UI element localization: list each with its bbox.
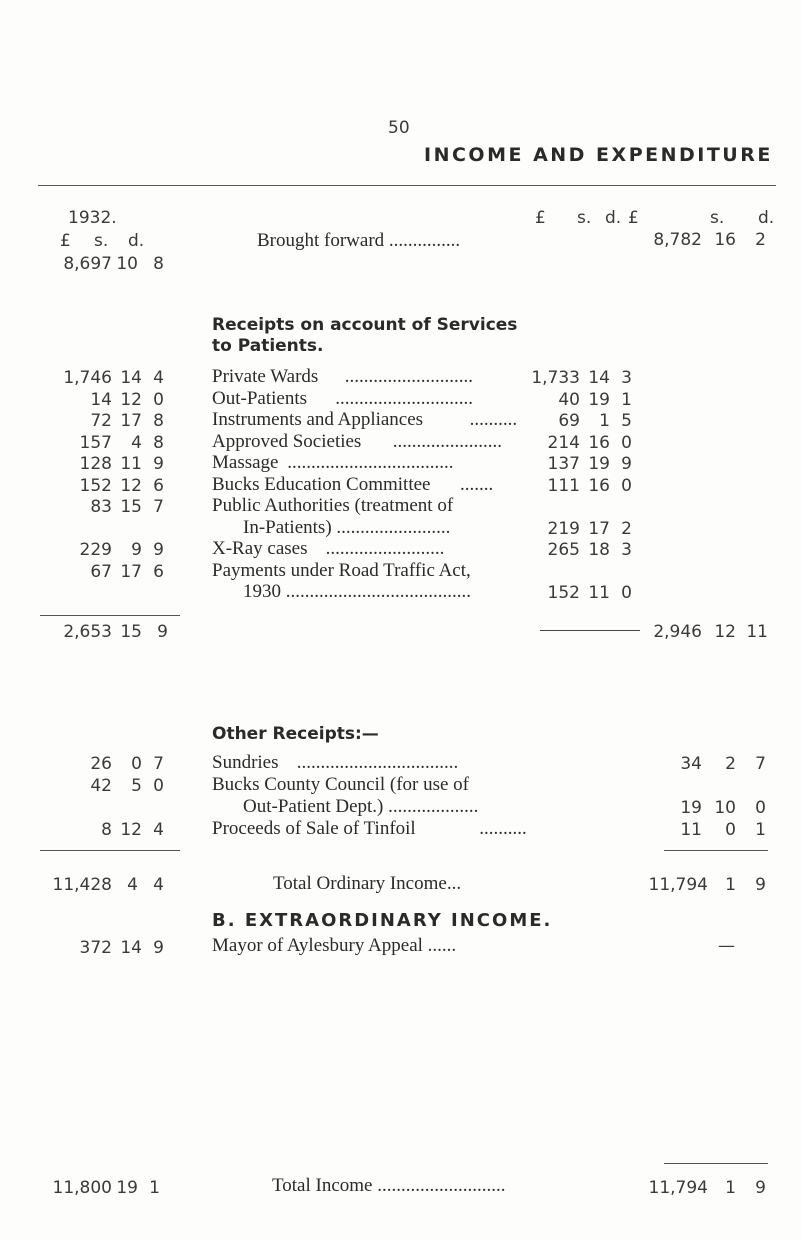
other-dots: .................................. bbox=[296, 752, 459, 773]
bf-prev-pounds: 8,697 bbox=[63, 254, 112, 274]
services-subtotal-shillings: 12 bbox=[714, 622, 736, 642]
ordinary-prev-pence: 4 bbox=[153, 875, 164, 895]
row-prev-shillings: 15 bbox=[120, 497, 142, 517]
ordinary-pence: 9 bbox=[755, 875, 766, 895]
other-prev-shillings: 12 bbox=[120, 820, 142, 840]
row-prev-pounds: 1,746 bbox=[63, 368, 112, 388]
other-prev-pounds: 26 bbox=[90, 754, 112, 774]
total-shillings: 1 bbox=[725, 1178, 736, 1198]
row-amt-pounds: 111 bbox=[530, 476, 580, 496]
services-subtotal-prev-pounds: 2,653 bbox=[63, 622, 112, 642]
ordinary-pounds: 11,794 bbox=[648, 875, 708, 895]
row-prev-shillings: 17 bbox=[120, 561, 142, 582]
row-prev-pounds: 83 bbox=[90, 497, 112, 517]
row-prev-shillings: 12 bbox=[120, 475, 142, 496]
extra-prev-pounds: 372 bbox=[79, 938, 112, 958]
row-dots: ................................... bbox=[287, 452, 454, 473]
row-label: Approved Societies bbox=[212, 430, 362, 452]
row-prev-shillings: 4 bbox=[131, 432, 142, 453]
row-label: Instruments and Appliances bbox=[212, 409, 424, 430]
row-prev-pence: 8 bbox=[153, 411, 164, 431]
left-head-pounds: £ bbox=[60, 231, 71, 251]
total-income-label: Total Income ........................... bbox=[272, 1175, 506, 1196]
row-amt-pence: 1 bbox=[621, 389, 632, 410]
row-prev-shillings: 17 bbox=[120, 411, 142, 431]
row-prev-shillings: 11 bbox=[120, 454, 142, 474]
header-rule bbox=[38, 185, 776, 186]
prev-subtotal-rule bbox=[40, 615, 180, 616]
total-pounds: 11,794 bbox=[648, 1178, 708, 1198]
services-title: Receipts on account of Services bbox=[212, 315, 518, 335]
ordinary-prev-rule bbox=[40, 850, 180, 851]
row-prev-pence: 7 bbox=[153, 497, 164, 517]
other-amt-pence: 7 bbox=[755, 754, 766, 774]
other-prev-shillings: 0 bbox=[131, 754, 142, 774]
row-amt-pounds: 69 bbox=[530, 411, 580, 431]
mid-head-pounds: £ bbox=[535, 208, 546, 228]
row-amt-shillings: 18 bbox=[588, 540, 610, 560]
ordinary-prev-pounds: 11,428 bbox=[52, 875, 112, 895]
other-label-cont: Out-Patient Dept.) ................... bbox=[243, 796, 479, 817]
left-head-shillings: s. bbox=[94, 231, 109, 251]
total-pence: 9 bbox=[755, 1178, 766, 1198]
other-prev-shillings: 5 bbox=[131, 776, 142, 796]
bf-total-pence: 2 bbox=[755, 230, 766, 250]
row-dots: ......................... bbox=[325, 538, 445, 559]
extra-amount: — bbox=[718, 936, 735, 956]
row-prev-shillings: 9 bbox=[131, 540, 142, 560]
row-dots: .......... bbox=[469, 409, 518, 430]
row-label: Payments under Road Traffic Act, bbox=[212, 559, 471, 581]
bf-prev-pence: 8 bbox=[153, 254, 164, 274]
other-label: Sundries bbox=[212, 752, 279, 773]
right-head-shillings: s. bbox=[710, 208, 725, 228]
row-prev-pounds: 67 bbox=[90, 561, 112, 582]
row-label-cont: 1930 ....................................... bbox=[243, 581, 471, 602]
row-label-cont: In-Patients) ........................ bbox=[243, 516, 451, 538]
row-amt-pence: 3 bbox=[621, 540, 632, 560]
row-amt-pence: 0 bbox=[621, 475, 632, 496]
row-dots: ........................... bbox=[344, 366, 474, 387]
other-amt-pence: 0 bbox=[755, 798, 766, 818]
row-prev-pence: 8 bbox=[153, 432, 164, 453]
services-subtotal-pence: 11 bbox=[746, 622, 768, 642]
row-amt-shillings: 19 bbox=[588, 389, 610, 410]
row-prev-pounds: 72 bbox=[90, 411, 112, 431]
row-amt-pounds: 265 bbox=[530, 540, 580, 560]
row-prev-pence: 6 bbox=[153, 561, 164, 582]
row-amt-pounds: 40 bbox=[530, 390, 580, 410]
services-subtotal-prev-pence: 9 bbox=[157, 622, 168, 642]
other-prev-pence: 4 bbox=[153, 820, 164, 840]
row-label: Public Authorities (treatment of bbox=[212, 495, 454, 516]
page-number: 50 bbox=[388, 118, 410, 138]
row-amt-pounds: 219 bbox=[530, 519, 580, 539]
page-header: INCOME AND EXPENDITURE bbox=[424, 144, 773, 166]
extra-prev-pence: 9 bbox=[153, 938, 164, 958]
row-amt-pence: 2 bbox=[621, 518, 632, 539]
other-amt-pounds: 19 bbox=[680, 798, 702, 818]
other-amt-shillings: 0 bbox=[725, 820, 736, 840]
subtotal-dash bbox=[540, 630, 640, 631]
services-subtotal-prev-shillings: 15 bbox=[120, 622, 142, 642]
ordinary-rule bbox=[664, 850, 768, 851]
row-amt-pence: 0 bbox=[621, 583, 632, 603]
row-amt-shillings: 17 bbox=[588, 518, 610, 539]
row-amt-shillings: 19 bbox=[588, 454, 610, 474]
row-dots: ....................... bbox=[392, 430, 503, 452]
total-ordinary-label: Total Ordinary Income... bbox=[273, 873, 462, 894]
row-amt-pounds: 137 bbox=[530, 454, 580, 474]
row-amt-shillings: 14 bbox=[588, 368, 610, 388]
other-amt-pounds: 34 bbox=[680, 754, 702, 774]
row-amt-pounds: 214 bbox=[530, 433, 580, 453]
row-prev-pounds: 152 bbox=[79, 475, 112, 496]
other-prev-pence: 0 bbox=[153, 776, 164, 796]
extraordinary-title: B. EXTRAORDINARY INCOME. bbox=[212, 910, 553, 931]
row-amt-pence: 3 bbox=[621, 368, 632, 388]
row-dots: ............................. bbox=[335, 387, 473, 409]
total-prev-shillings: 19 bbox=[116, 1178, 138, 1198]
row-label: X-Ray cases bbox=[212, 538, 308, 559]
other-label: Bucks County Council (for use of bbox=[212, 774, 470, 795]
total-prev-pounds: 11,800 bbox=[52, 1178, 112, 1198]
right-head-pence: d. bbox=[758, 208, 775, 228]
extra-label: Mayor of Aylesbury Appeal ...... bbox=[212, 935, 457, 956]
other-dots: .......... bbox=[479, 818, 527, 839]
ordinary-shillings: 1 bbox=[725, 875, 736, 895]
bf-total-shillings: 16 bbox=[714, 230, 736, 250]
row-amt-shillings: 1 bbox=[599, 411, 610, 431]
row-amt-shillings: 16 bbox=[588, 475, 610, 496]
ordinary-prev-shillings: 4 bbox=[127, 875, 138, 895]
row-amt-pence: 5 bbox=[621, 411, 632, 431]
row-prev-pounds: 229 bbox=[79, 540, 112, 560]
total-rule bbox=[664, 1163, 768, 1164]
extra-prev-shillings: 14 bbox=[120, 938, 142, 958]
row-prev-pounds: 157 bbox=[79, 432, 112, 453]
other-amt-shillings: 2 bbox=[725, 754, 736, 774]
other-label: Proceeds of Sale of Tinfoil bbox=[212, 818, 416, 839]
row-prev-pence: 9 bbox=[153, 540, 164, 560]
row-amt-shillings: 16 bbox=[588, 432, 610, 453]
row-label: Bucks Education Committee bbox=[212, 473, 431, 495]
services-title-2: to Patients. bbox=[212, 336, 324, 356]
brought-forward-label: Brought forward ............... bbox=[257, 230, 461, 251]
row-label: Private Wards bbox=[212, 366, 319, 387]
other-prev-pounds: 8 bbox=[101, 820, 112, 840]
row-amt-shillings: 11 bbox=[588, 583, 610, 603]
mid-head-pence: d. bbox=[605, 208, 622, 228]
row-amt-pounds: 152 bbox=[530, 583, 580, 603]
total-prev-pence: 1 bbox=[149, 1178, 160, 1198]
row-label: Out-Patients bbox=[212, 387, 307, 409]
other-amt-shillings: 10 bbox=[714, 798, 736, 818]
row-dots: ....... bbox=[460, 473, 494, 495]
mid-head-shillings: s. bbox=[577, 208, 592, 228]
row-prev-pence: 0 bbox=[153, 389, 164, 410]
row-label: Massage bbox=[212, 452, 279, 473]
row-amt-pence: 9 bbox=[621, 454, 632, 474]
row-amt-pounds: 1,733 bbox=[531, 368, 580, 388]
other-amt-pounds: 11 bbox=[680, 820, 702, 840]
other-prev-pence: 7 bbox=[153, 754, 164, 774]
row-prev-shillings: 12 bbox=[120, 389, 142, 410]
row-amt-pence: 0 bbox=[621, 432, 632, 453]
row-prev-pence: 4 bbox=[153, 368, 164, 388]
other-receipts-title: Other Receipts:— bbox=[212, 724, 379, 744]
right-head-pounds: £ bbox=[628, 208, 639, 228]
services-subtotal-pounds: 2,946 bbox=[653, 622, 702, 642]
bf-total-pounds: 8,782 bbox=[653, 230, 702, 250]
row-prev-pence: 6 bbox=[153, 475, 164, 496]
row-prev-shillings: 14 bbox=[120, 368, 142, 388]
year-head: 1932. bbox=[68, 208, 117, 228]
bf-prev-shillings: 10 bbox=[116, 254, 138, 274]
other-amt-pence: 1 bbox=[755, 820, 766, 840]
row-prev-pounds: 14 bbox=[90, 389, 112, 410]
left-head-pence: d. bbox=[128, 231, 145, 251]
row-prev-pence: 9 bbox=[153, 454, 164, 474]
other-prev-pounds: 42 bbox=[90, 776, 112, 796]
row-prev-pounds: 128 bbox=[79, 454, 112, 474]
